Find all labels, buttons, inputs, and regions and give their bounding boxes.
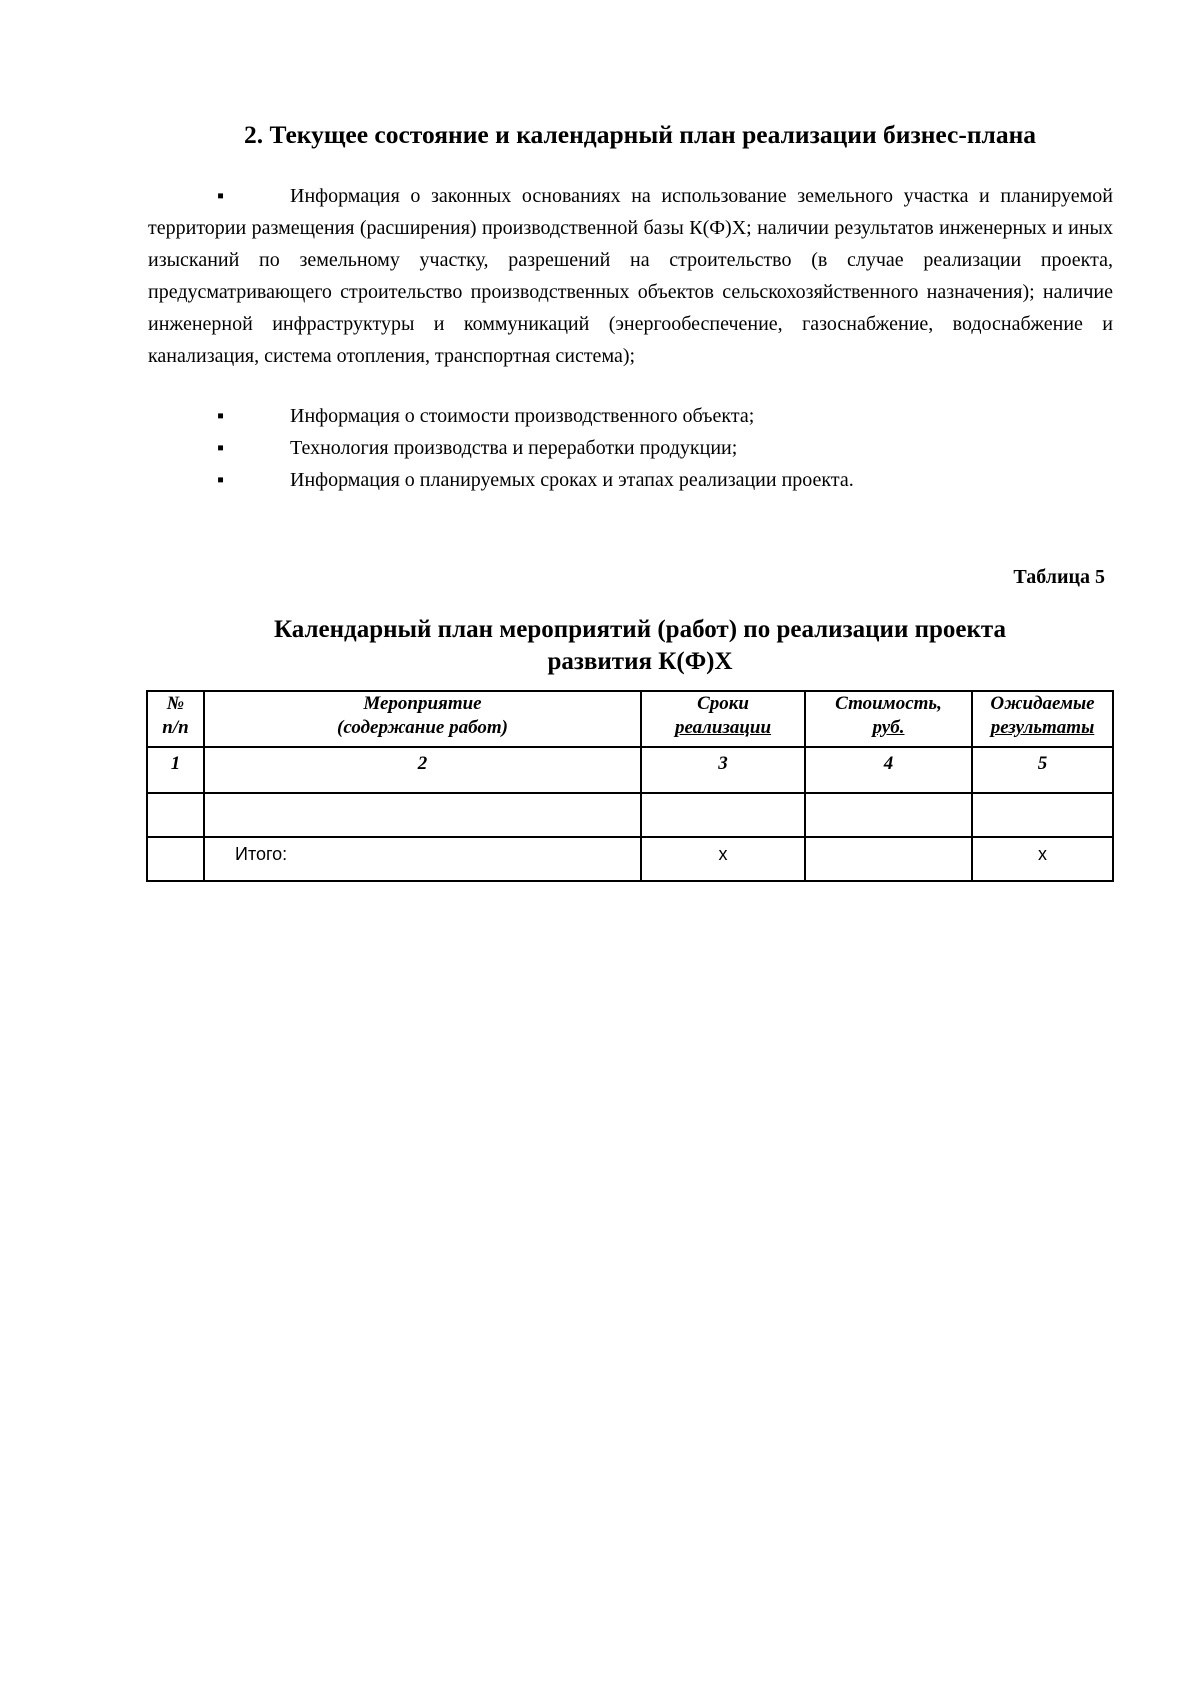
table-cell: [805, 793, 972, 837]
total-term-cell: х: [641, 837, 805, 881]
calendar-plan-table: [146, 690, 1114, 882]
header-terms: Сроки реализации: [641, 691, 805, 747]
numbering-cell: 4: [805, 747, 972, 793]
table-cell: [204, 793, 641, 837]
bullet-item-cost-info: Информация о стоимости производственного объекта;: [290, 405, 755, 427]
bullet-item-schedule-info: Информация о планируемых сроках и этапах реализации проекта.: [290, 469, 854, 491]
bullet-square-icon: ▪: [217, 469, 225, 491]
bullet-item-technology: Технология производства и переработки продукции;: [290, 437, 738, 459]
numbering-cell: 1: [147, 747, 204, 793]
header-cost: Стоимость, руб.: [805, 691, 972, 747]
table-cell: [972, 793, 1113, 837]
bullet-square-icon: ▪: [217, 405, 225, 427]
total-result-cell: х: [972, 837, 1113, 881]
header-activity: Мероприятие (содержание работ): [204, 691, 641, 747]
total-label: Итого:: [204, 837, 641, 881]
table-row: [147, 793, 1113, 837]
section-title: 2. Текущее состояние и календарный план реализации бизнес-плана: [243, 120, 1037, 149]
bullet-item-land-info: Информация о законных основаниях на использование земельного участка и планируемой территории размещения (расширения) производственной базы К(Ф)Х; наличии результатов инженерных и иных изысканий по земельному участку, разрешений на строительство (в случае реализации проекта, предусматривающего строительство производственных объектов сельскохозяйственного назначения); наличие инженерной инфраструктуры и коммуникаций (энергообеспечение, газоснабжение, водоснабжение и канализация, система отопления, транспортная система);: [148, 185, 1113, 367]
table-total-row: [147, 837, 1113, 881]
table-cell: [641, 793, 805, 837]
numbering-cell: 2: [204, 747, 641, 793]
bullet-square-icon: ▪: [217, 185, 225, 207]
header-results: Ожидаемые результаты: [972, 691, 1113, 747]
numbering-cell: 3: [641, 747, 805, 793]
table-header-row: [147, 691, 1113, 747]
table-numbering-row: [147, 747, 1113, 793]
table-cell: [147, 793, 204, 837]
header-number: № п/п: [147, 691, 204, 747]
table-title-line1: Календарный план мероприятий (работ) по реализации проекта: [274, 616, 1006, 643]
total-cost-cell: [805, 837, 972, 881]
bullet-square-icon: ▪: [217, 437, 225, 459]
total-number-cell: [147, 837, 204, 881]
numbering-cell: 5: [972, 747, 1113, 793]
table-title-line2: развития К(Ф)Х: [547, 648, 733, 675]
table-caption: Таблица 5: [1013, 566, 1105, 588]
table-title: [150, 614, 1130, 678]
